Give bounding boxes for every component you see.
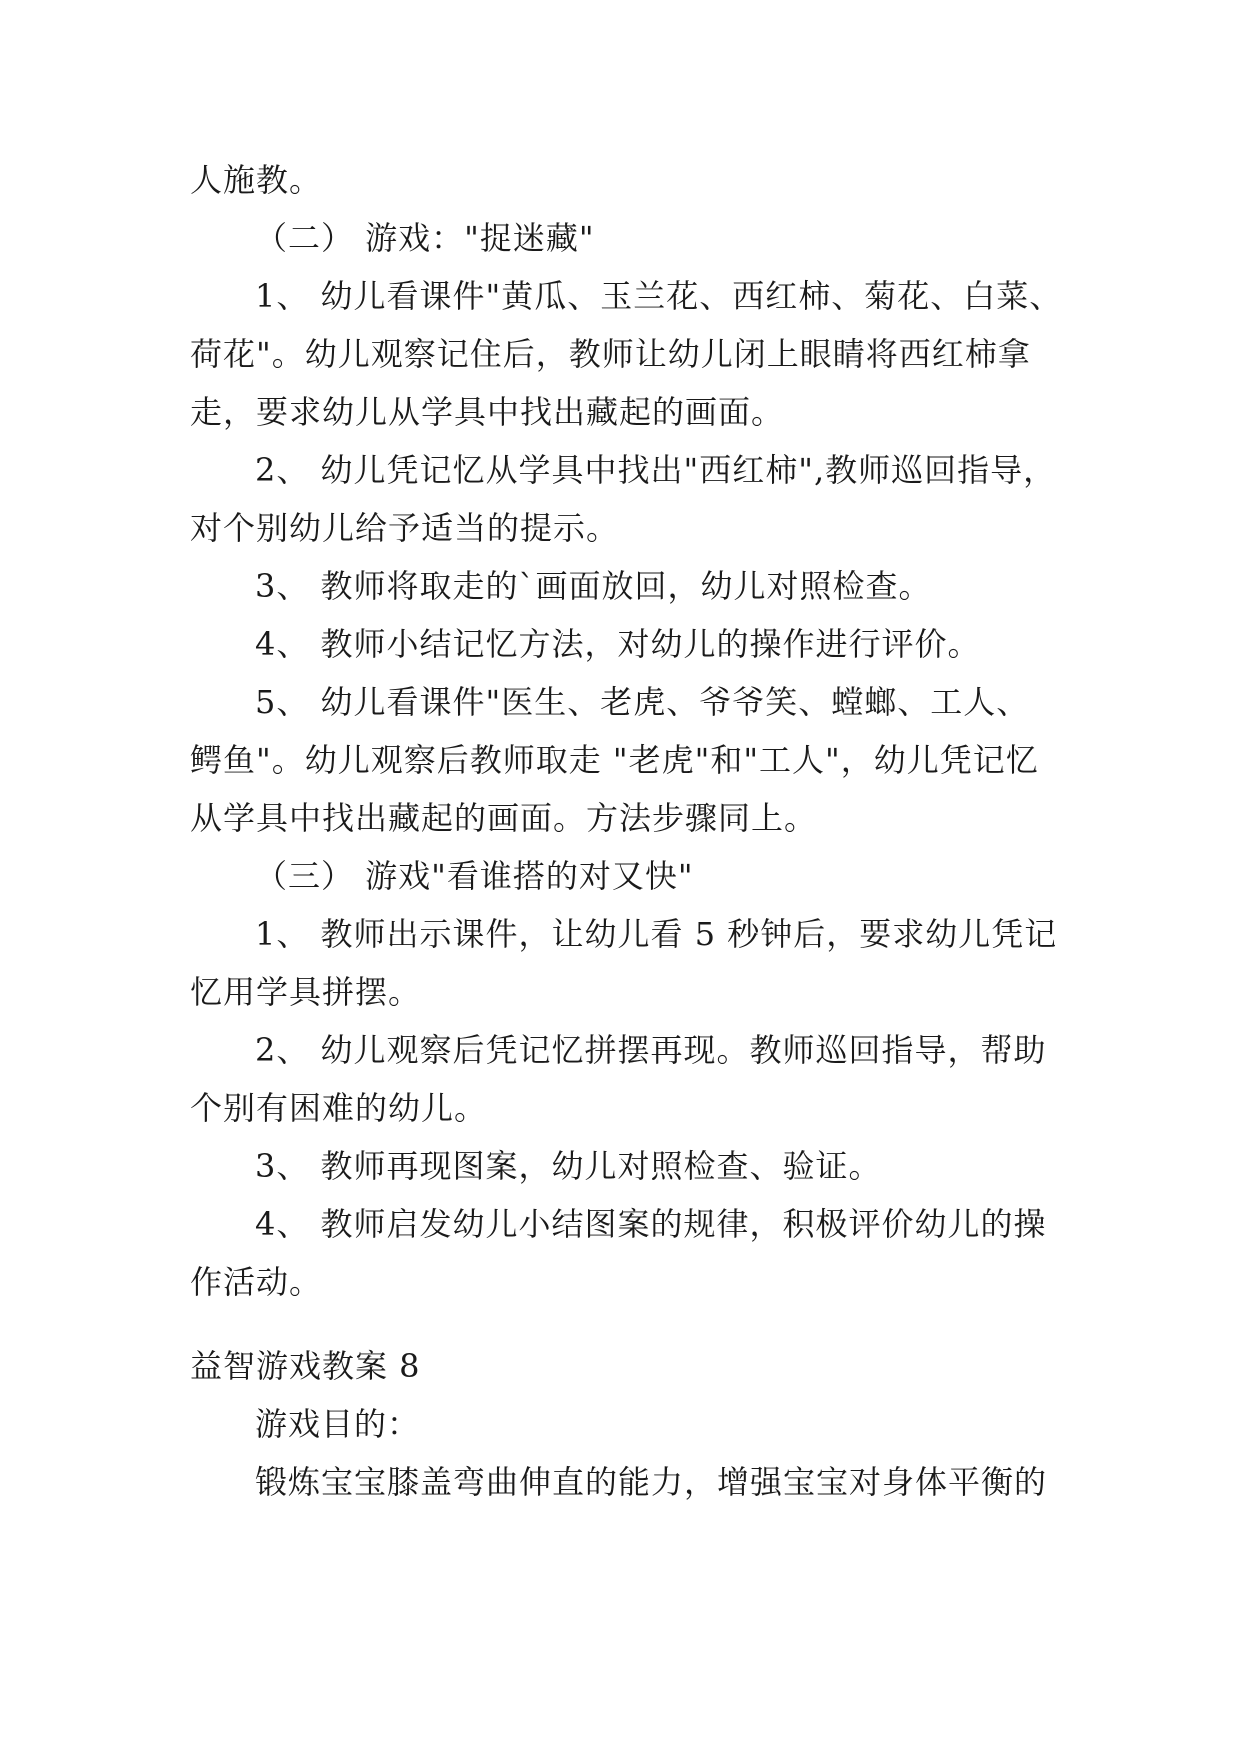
paragraph-line: 荷花"。幼儿观察记住后，教师让幼儿闭上眼睛将西红柿拿 [190,335,1031,373]
paragraph-line: 从学具中找出藏起的画面。方法步骤同上。 [190,799,818,837]
paragraph-line: 1、 幼儿看课件"黄瓜、玉兰花、西红柿、菊花、白菜、 [255,277,1063,315]
section-heading: （三） 游戏"看谁搭的对又快" [255,857,694,895]
paragraph-line: 5、 幼儿看课件"医生、老虎、爷爷笑、螳螂、工人、 [255,683,1030,721]
paragraph-line: 3、 教师将取走的`画面放回，幼儿对照检查。 [255,567,932,605]
document-title: 益智游戏教案 8 [190,1347,421,1385]
subsection-label: 游戏目的： [255,1405,421,1443]
paragraph-line: 忆用学具拼摆。 [190,973,422,1011]
paragraph-line: 走，要求幼儿从学具中找出藏起的画面。 [190,393,785,431]
paragraph-line: 作活动。 [190,1263,323,1301]
paragraph-line: 2、 幼儿凭记忆从学具中找出"西红柿",教师巡回指导， [255,451,1057,489]
paragraph-line: 锻炼宝宝膝盖弯曲伸直的能力，增强宝宝对身体平衡的 [255,1463,1048,1501]
paragraph-line: 对个别幼儿给予适当的提示。 [190,509,620,547]
paragraph-line: 3、 教师再现图案，幼儿对照检查、验证。 [255,1147,882,1185]
paragraph-line: 2、 幼儿观察后凭记忆拼摆再现。教师巡回指导，帮助 [255,1031,1047,1069]
paragraph-line: 鳄鱼"。幼儿观察后教师取走 "老虎"和"工人"，幼儿凭记忆 [190,741,1039,779]
paragraph-line: 4、 教师小结记忆方法，对幼儿的操作进行评价。 [255,625,981,663]
paragraph-line: 人施教。 [190,161,323,199]
section-heading: （二） 游戏："捉迷藏" [255,219,595,257]
paragraph-line: 1、 教师出示课件，让幼儿看 5 秒钟后，要求幼儿凭记 [255,915,1058,953]
paragraph-line: 4、 教师启发幼儿小结图案的规律，积极评价幼儿的操 [255,1205,1047,1243]
paragraph-line: 个别有困难的幼儿。 [190,1089,488,1127]
